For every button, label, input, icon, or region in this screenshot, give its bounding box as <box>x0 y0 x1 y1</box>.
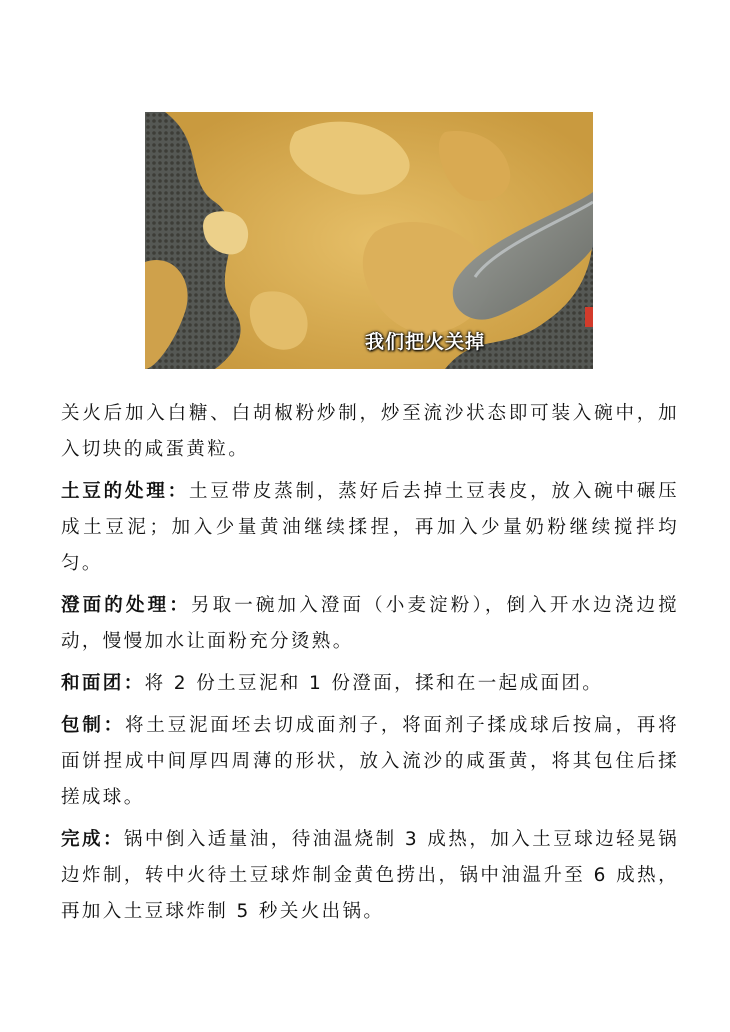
paragraph-wrapping <box>61 708 679 816</box>
paragraph-text: 将 2 份土豆泥和 1 份澄面，揉和在一起成面团。 <box>144 673 604 694</box>
video-subtitle: 我们把火关掉 <box>365 331 486 353</box>
recipe-text <box>61 396 679 936</box>
paragraph-text: 关火后加入白糖、白胡椒粉炒制，炒至流沙状态即可装入碗中，加入切块的咸蛋黄粒。 <box>61 403 679 460</box>
paragraph-label: 澄面的处理： <box>61 595 191 616</box>
paragraph-potato <box>61 474 679 582</box>
paragraph-dough <box>61 666 679 702</box>
paragraph-text: 土豆带皮蒸制，蒸好后去掉土豆表皮，放入碗中碾压成土豆泥；加入少量黄油继续揉捏，再加入少量奶粉继续搅拌均匀。 <box>61 481 679 574</box>
paragraph-label: 和面团： <box>61 673 145 694</box>
paragraph-label: 土豆的处理： <box>61 481 189 502</box>
cooking-photo <box>145 112 593 369</box>
paragraph-wheat-starch <box>61 588 679 660</box>
paragraph-text: 锅中倒入适量油，待油温烧制 3 成热，加入土豆球边轻晃锅边炸制，转中火待土豆球炸制金黄色捞出，锅中油温升至 6 成热，再加入土豆球炸制 5 秒关火出锅。 <box>61 829 680 922</box>
paragraph-finish <box>61 822 679 930</box>
paragraph-text: 将土豆泥面坯去切成面剂子，将面剂子揉成球后按扁，再将面饼捏成中间厚四周薄的形状，放入流沙的咸蛋黄，将其包住后揉搓成球。 <box>61 715 680 808</box>
paragraph-label: 包制： <box>61 715 125 736</box>
paragraph-label: 完成： <box>61 829 124 850</box>
paragraph-text: 另取一碗加入澄面（小麦淀粉），倒入开水边浇边搅动，慢慢加水让面粉充分烫熟。 <box>61 595 679 652</box>
paragraph-stir-fry <box>61 396 679 468</box>
